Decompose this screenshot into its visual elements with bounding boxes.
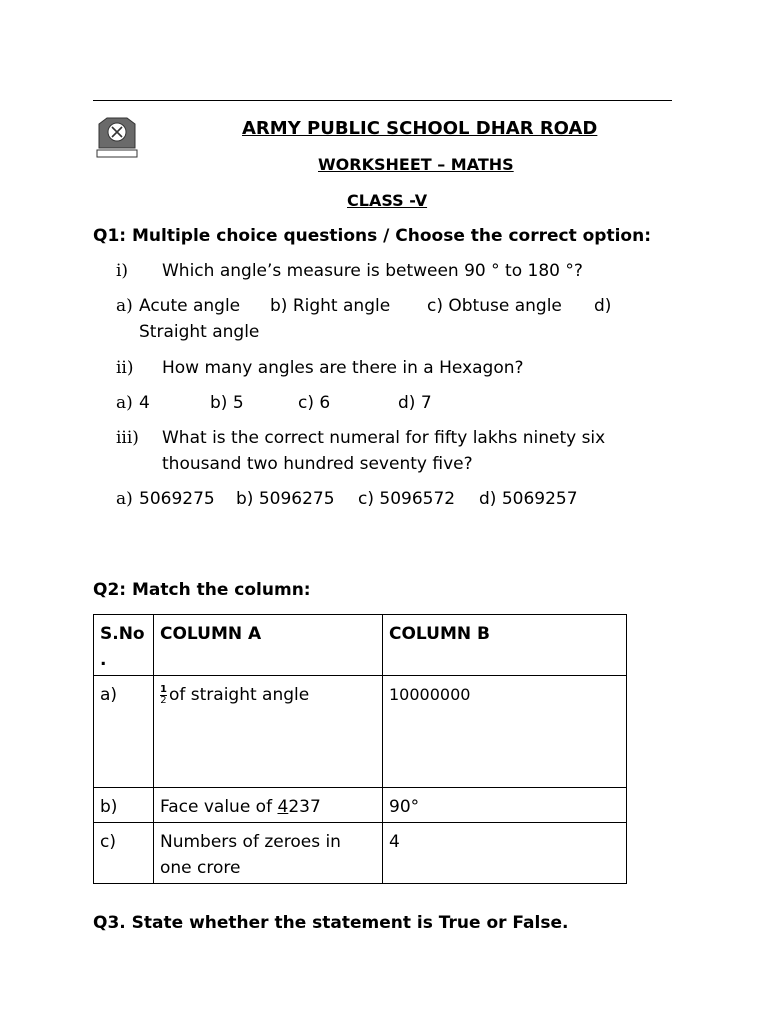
row-a-column-a <box>154 676 383 788</box>
row-c-sno: c) <box>94 823 154 884</box>
row-a-sno: a) <box>94 676 154 788</box>
row-b-column-b: 90° <box>383 788 627 823</box>
header-column-a: COLUMN A <box>154 615 383 676</box>
fraction-denominator: 2 <box>160 694 167 706</box>
q1-item-1-option-letter: a) <box>116 296 133 316</box>
q1-item-1-option-c: c) Obtuse angle <box>427 296 562 316</box>
q1-item-3-option-c: c) 5096572 <box>358 489 456 509</box>
class-label: CLASS -V <box>347 191 428 210</box>
row-b-prefix: Face value of <box>160 797 278 817</box>
header-sno-dot: . <box>100 650 107 670</box>
q1-item-1-option-d-text: Straight angle <box>139 322 260 342</box>
q1-item-3-number: iii) <box>116 428 139 448</box>
q1-item-3-option-d: d) 5069257 <box>479 489 578 509</box>
row-b-suffix: 237 <box>288 797 321 817</box>
q1-item-3-option-a: 5069275 <box>139 489 215 509</box>
fraction-numerator: 1 <box>160 683 167 695</box>
q1-item-2-option-letter: a) <box>116 393 133 413</box>
q1-item-2-option-d: d) 7 <box>398 393 432 413</box>
match-table <box>93 614 627 884</box>
q1-item-3-question-line1: What is the correct numeral for fifty lakhs ninety six <box>162 428 606 448</box>
q1-item-3-option-letter: a) <box>116 489 133 509</box>
match-row-a <box>94 676 627 788</box>
header-sno-text: S.No <box>100 624 145 644</box>
q1-item-2-option-c: c) 6 <box>298 393 331 413</box>
q1-item-1-option-a: Acute angle <box>139 296 241 316</box>
school-logo <box>93 112 141 160</box>
q1-item-3-option-b: b) 5096275 <box>236 489 335 509</box>
row-b-column-a <box>154 788 383 823</box>
match-header-row <box>94 615 627 676</box>
header-column-b: COLUMN B <box>383 615 627 676</box>
worksheet-title: WORKSHEET – MATHS <box>318 155 514 174</box>
top-rule <box>93 100 672 101</box>
row-a-column-a-text: of straight angle <box>168 685 310 705</box>
half-fraction <box>160 685 167 706</box>
row-b-underlined-digit: 4 <box>277 797 289 817</box>
match-row-c <box>94 823 627 884</box>
school-name: ARMY PUBLIC SCHOOL DHAR ROAD <box>242 118 598 139</box>
row-b-sno: b) <box>94 788 154 823</box>
q1-item-2-option-a: 4 <box>139 393 150 413</box>
match-row-b <box>94 788 627 823</box>
q1-item-2-question: How many angles are there in a Hexagon? <box>162 358 524 378</box>
row-c-column-a: Numbers of zeroes in one crore <box>154 823 383 884</box>
row-a-column-b: 10000000 <box>383 676 627 788</box>
q1-item-1-option-b: b) Right angle <box>270 296 391 316</box>
q1-item-2-number: ii) <box>116 358 134 378</box>
q1-item-2-option-b: b) 5 <box>210 393 244 413</box>
q2-title: Q2: Match the column: <box>93 580 311 600</box>
q1-item-1-number: i) <box>116 261 129 281</box>
q1-item-1-option-d: d) <box>594 296 612 316</box>
q1-item-1-question: Which angle’s measure is between 90 ° to 180 °? <box>162 261 583 281</box>
q1-title: Q1: Multiple choice questions / Choose the correct option: <box>93 226 652 246</box>
q1-item-3-question-line2: thousand two hundred seventy five? <box>162 454 473 474</box>
row-c-column-b: 4 <box>383 823 627 884</box>
q3-title: Q3. State whether the statement is True or False. <box>93 913 569 933</box>
header-sno <box>94 615 154 676</box>
